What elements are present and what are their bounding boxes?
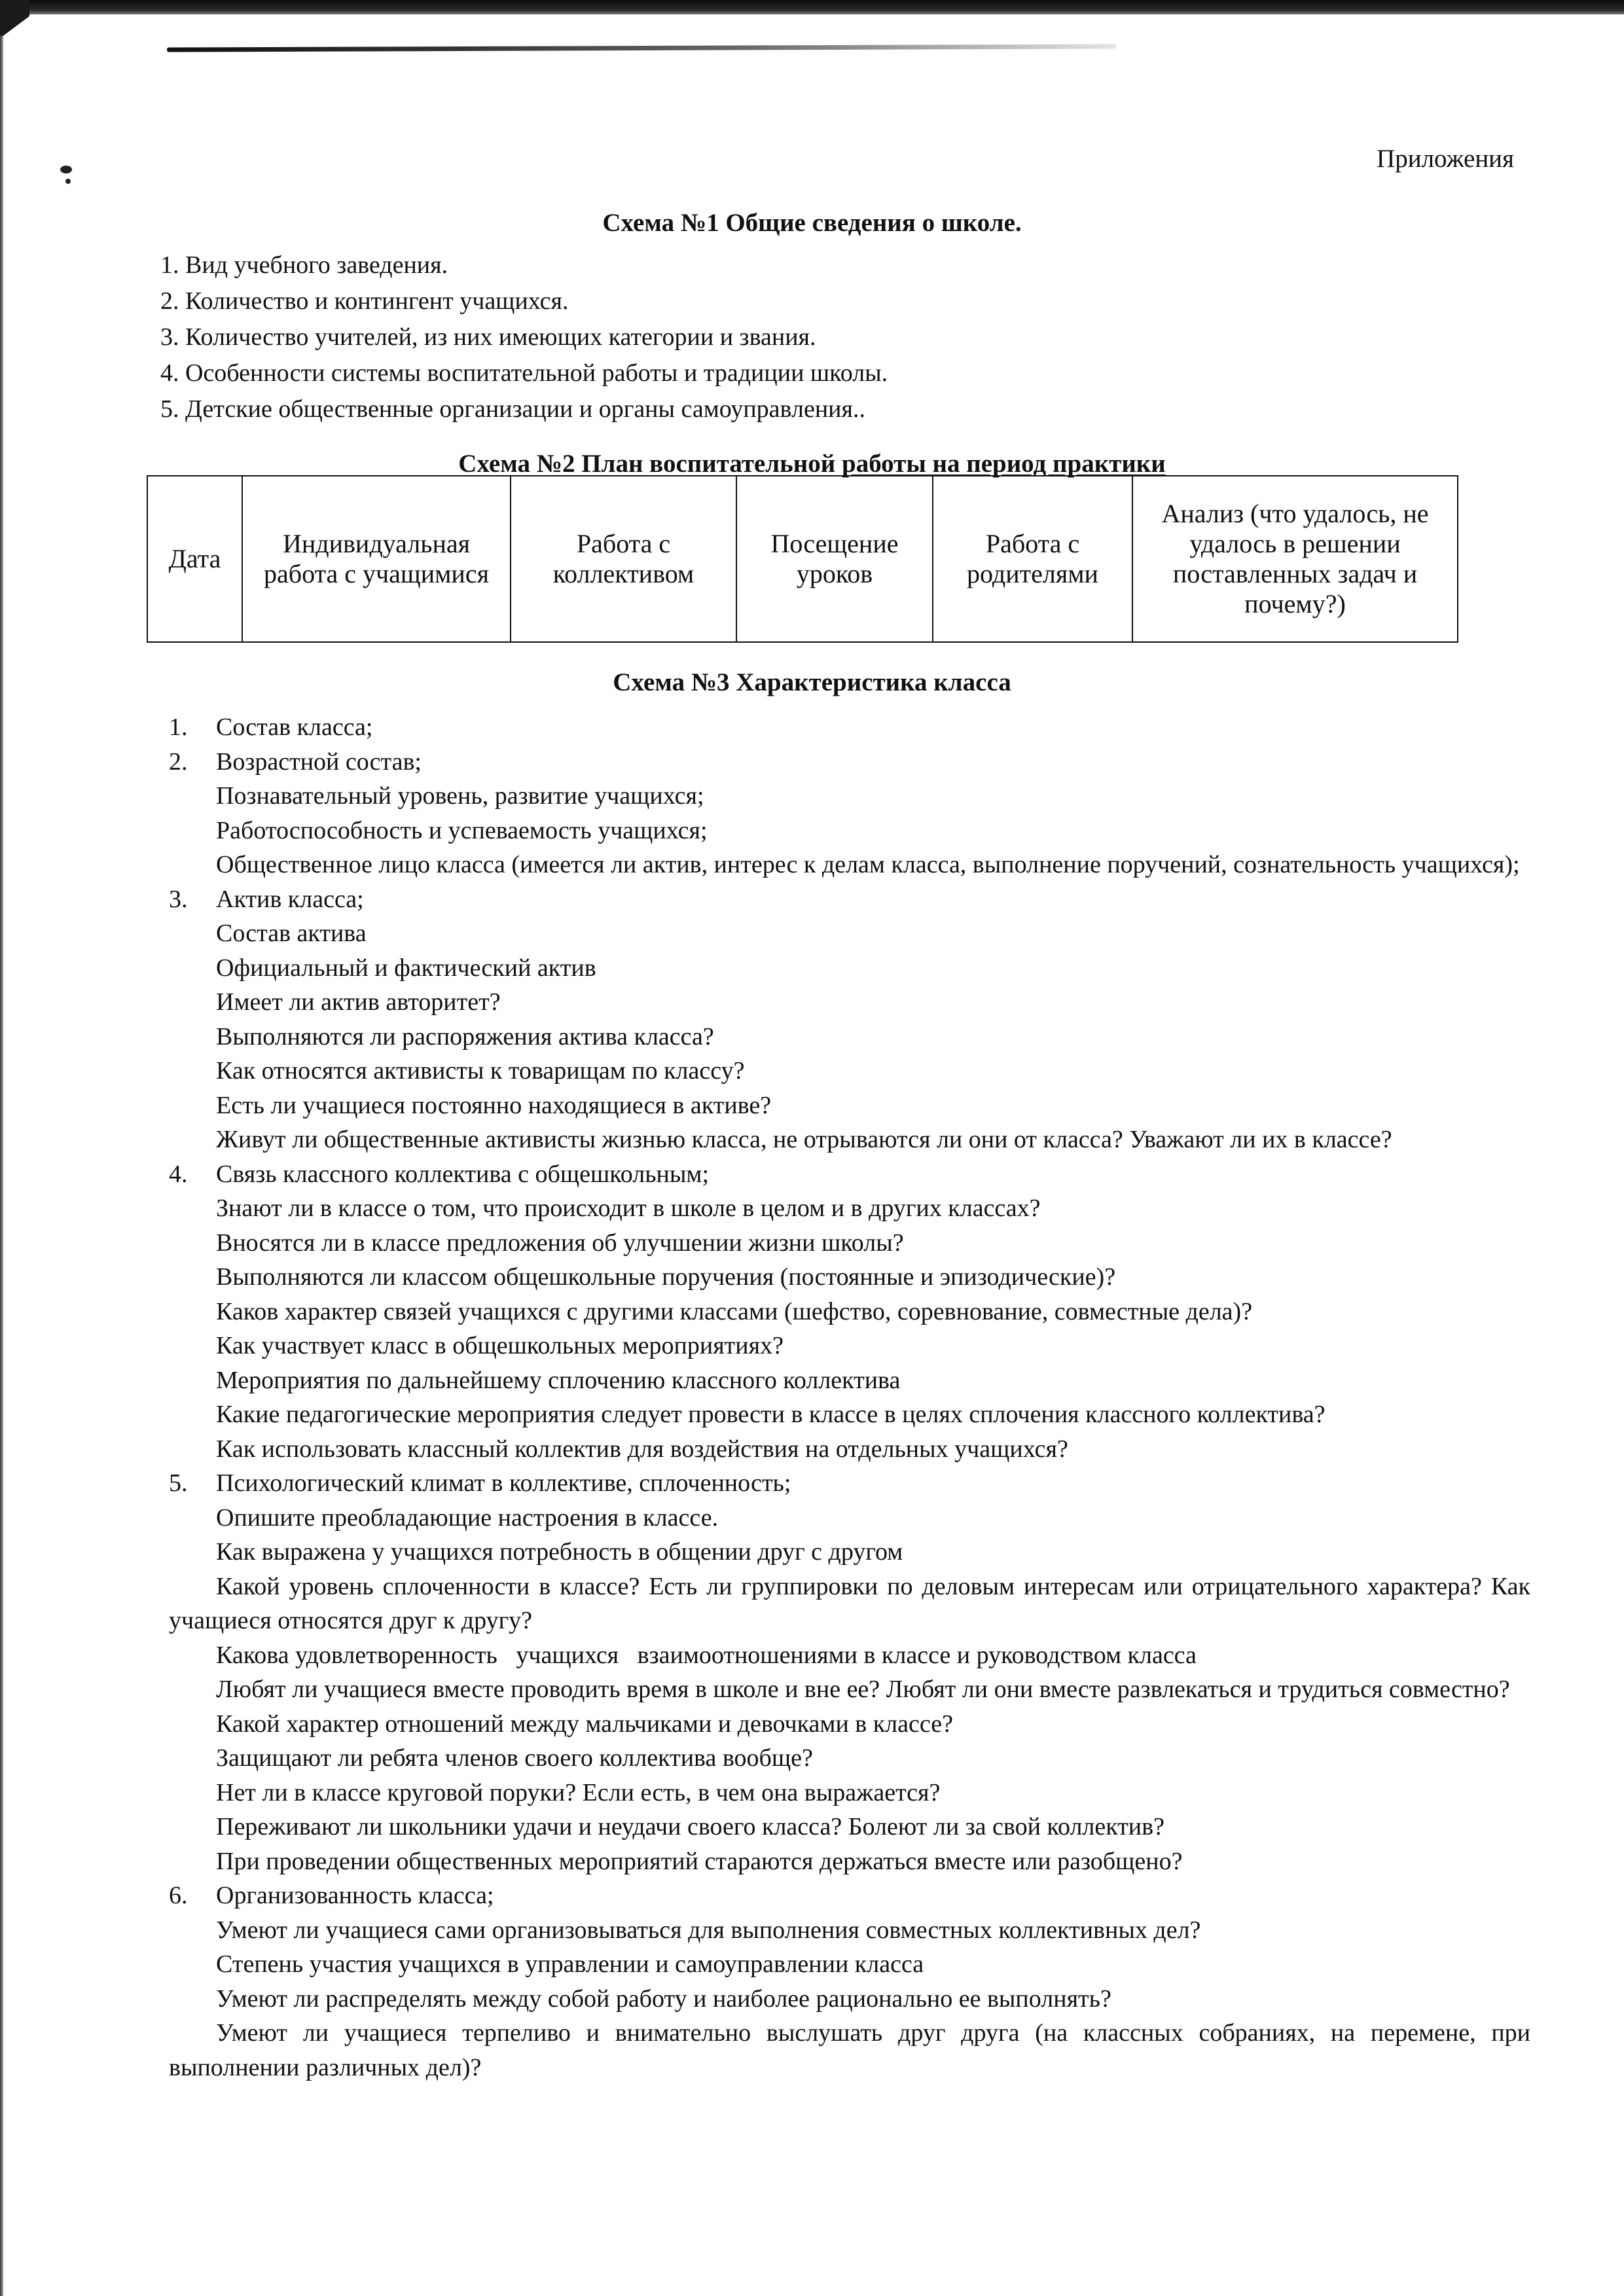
list-item: 3. Количество учителей, из них имеющих категории и звания. (160, 323, 816, 351)
section-heading: 4. Связь классного коллектива с общешкольным; (169, 1160, 710, 1188)
list-item: Имеет ли актив авторитет? (216, 988, 501, 1016)
list-item: Как относятся активисты к товарищам по классу? (216, 1057, 745, 1085)
list-item: 5. Детские общественные организации и органы самоуправления.. (160, 395, 865, 423)
list-item: Нет ли в классе круговой поруки? Если есть, в чем она выражается? (216, 1778, 941, 1806)
list-item: Какой уровень сплоченности в классе? Есть ли группировки по деловым интересам или отрицательного характера? Как учащиеся относятся друг к другу? (169, 1572, 1530, 1634)
schema2-title-part1: Схема №2 План воспитательной (458, 450, 842, 478)
list-item: Есть ли учащиеся постоянно находящиеся в активе? (216, 1091, 772, 1119)
list-item: Как выражена у учащихся потребность в общении друг с другом (216, 1538, 903, 1566)
list-item: Умеют ли распределять между собой работу и наиболее рационально ее выполнять? (216, 1984, 1111, 2013)
list-item: Работоспособность и успеваемость учащихся; (216, 816, 708, 844)
list-item: Любят ли учащиеся вместе проводить время в школе и вне ее? Любят ли они вместе развлекаться и трудиться совместно? (216, 1676, 1510, 1703)
schema3-title: Схема №3 Характеристика класса (613, 668, 1011, 696)
table-header-row (147, 476, 1458, 642)
list-item: Опишите преобладающие настроения в классе. (216, 1503, 719, 1532)
column-header-collective-work: Работа с коллективом (511, 476, 736, 642)
list-item: Умеют ли учащиеся терпеливо и внимательно выслушать друг друга (на классных собраниях, на перемене, при выполнении различных дел)? (169, 2019, 1530, 2081)
section-heading: 5. Психологический климат в коллективе, сплоченность; (169, 1469, 791, 1497)
list-item: Состав актива (216, 920, 367, 947)
column-header-individual-work: Индивидуальная работа с учащимися (242, 476, 511, 642)
schema2-title-part2: работы на период практики (842, 450, 1166, 478)
section-heading: 3. Актив класса; (169, 885, 364, 913)
page-header: Приложения (1377, 145, 1514, 173)
list-item: Защищают ли ребята членов своего коллектива вообще? (216, 1744, 813, 1772)
list-item: Вносятся ли в классе предложения об улучшении жизни школы? (216, 1229, 904, 1257)
schema2-title (0, 449, 1624, 478)
list-item: Каков характер связей учащихся с другими классами (шефство, соревнование, совместные дела)? (216, 1297, 1253, 1325)
scan-stroke-mark (167, 44, 1116, 52)
list-item: Какой характер отношений между мальчиками и девочками в классе? (216, 1710, 953, 1738)
list-item: При проведении общественных мероприятий стараются держаться вместе или разобщено? (216, 1847, 1183, 1875)
list-item: Выполняются ли классом общешкольные поручения (постоянные и эпизодические)? (216, 1263, 1116, 1291)
list-item: Познавательный уровень, развитие учащихся; (216, 782, 704, 810)
schema1-list (160, 247, 888, 427)
scan-edge-left (0, 0, 3, 2296)
section-heading: 1. Состав класса; (169, 713, 373, 741)
list-item: 4. Особенности системы воспитательной работы и традиции школы. (160, 359, 888, 387)
scan-corner-shadow (0, 0, 29, 36)
list-item: Умеют ли учащиеся сами организовываться для выполнения совместных коллективных дел? (216, 1916, 1201, 1944)
list-item: Знают ли в классе о том, что происходит в школе в целом и в других классах? (216, 1194, 1041, 1222)
plan-table (147, 475, 1458, 643)
column-header-lesson-visits: Посещение уроков (736, 476, 933, 642)
list-item: Как участвует класс в общешкольных мероприятиях? (216, 1332, 784, 1359)
list-item: Как использовать классный коллектив для воздействия на отдельных учащихся? (216, 1435, 1068, 1463)
list-item: Какие педагогические мероприятия следует провести в классе в целях сплочения классного коллектива? (216, 1401, 1326, 1428)
list-item: Выполняются ли распоряжения актива класса? (216, 1022, 714, 1050)
list-item: Степень участия учащихся в управлении и самоуправлении класса (216, 1950, 924, 1978)
list-item: Мероприятия по дальнейшему сплочению классного коллектива (216, 1366, 901, 1394)
list-item: Живут ли общественные активисты жизнью класса, не отрываются ли они от класса? Уважают ли их в классе? (216, 1126, 1392, 1153)
list-item: Общественное лицо класса (имеется ли актив, интерес к делам класса, выполнение поручений, сознательность учащихся); (216, 851, 1520, 878)
column-header-parents-work: Работа с родителями (933, 476, 1132, 642)
list-item: 2. Количество и контингент учащихся. (160, 287, 569, 315)
list-item: Какова удовлетворенность учащихся взаимоотношениями в классе и руководством класса (216, 1641, 1197, 1669)
column-header-date: Дата (147, 476, 242, 642)
schema1-title: Схема №1 Общие сведения о школе. (602, 209, 1022, 237)
scan-speck (60, 166, 72, 173)
column-header-analysis: Анализ (что удалось, не удалось в решении поставленных задач и почему?) (1132, 476, 1458, 642)
list-item: Переживают ли школьники удачи и неудачи своего класса? Болеют ли за свой коллектив? (216, 1813, 1164, 1840)
schema3-body (169, 710, 1530, 2085)
list-item: 1. Вид учебного заведения. (160, 251, 448, 279)
scan-speck (65, 179, 71, 184)
section-heading: 2. Возрастной состав; (169, 747, 422, 776)
scan-edge-top (0, 0, 1624, 14)
section-heading: 6. Организованность класса; (169, 1882, 494, 1909)
list-item: Официальный и фактический актив (216, 954, 596, 982)
